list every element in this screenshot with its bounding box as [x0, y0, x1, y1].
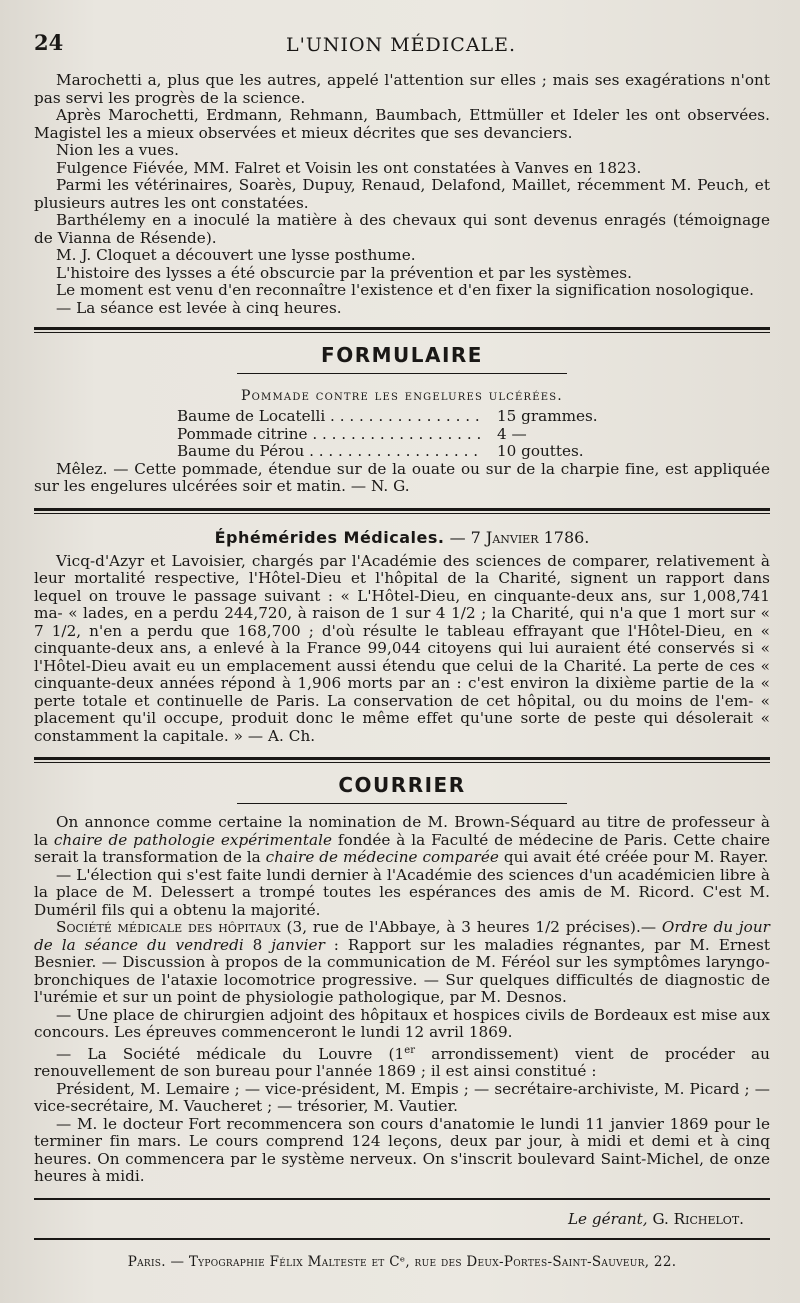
section-divider — [34, 327, 770, 333]
page-header — [34, 30, 770, 60]
ingredient-name: Baume de Locatelli . . . . . . . . . . . . . . . . — [177, 408, 480, 425]
heading-underline — [237, 373, 567, 374]
heading-underline — [237, 803, 567, 804]
paragraph: Marochetti a, plus que les autres, appelé l'attention sur elles ; mais ses exagérations n'ont pas servi les progrès de la science. — [34, 71, 770, 107]
paragraph: Nion les a vues. — [56, 141, 180, 159]
section-divider — [34, 757, 770, 763]
paragraph: — La séance est levée à cinq heures. — [56, 298, 342, 317]
formulaire-section — [34, 343, 770, 496]
paragraph: Société médicale des hôpitaux (3, rue de l'Abbaye, à 3 heures 1/2 précises).— Ordre du jour de la séance du vendredi 8 janvier : Rapport sur les maladies régnantes, par M. Ernest Besnier. — Discussion à propos de la communication de M. Féréol sur les symptômes laryngo-bronchiques de l'ataxie locomotrice progressive. — Sur quelques difficultés de diagnostic de l'urémie et sur un point de physiologie pathologique, par M. Desnos. — [34, 918, 771, 1006]
signature-name: G. Richelot. — [652, 1209, 744, 1228]
intro-section — [34, 72, 770, 317]
paragraph: — M. le docteur Fort recommencera son cours d'anatomie le lundi 11 janvier 1869 pour le terminer fin mars. Le cours comprend 124 leçons, deux par jour, à midi et demi et à cinq heures. On commencera par le système nerveux. On s'inscrit boulevard Saint-Michel, de onze heures à midi. — [34, 1114, 770, 1186]
ingredient-quantity: 15 grammes. — [497, 407, 598, 425]
paragraph: Barthélemy en a inoculé la matière à des chevaux qui sont devenus enragés (témoignage de Vianna de Résende). — [34, 211, 770, 247]
footer-divider — [34, 1198, 770, 1200]
page-number: 24 — [34, 30, 64, 55]
courrier-section — [34, 773, 770, 1186]
paragraph: Président, M. Lemaire ; — vice-président, M. Empis ; — secrétaire-archiviste, M. Picard ; — vice-secrétaire, M. Vaucheret ; — trésorier, M. Vautier. — [34, 1079, 770, 1116]
ingredient-list — [34, 408, 770, 461]
ingredient-row — [177, 426, 637, 444]
ingredient-quantity: 4 — — [497, 424, 527, 443]
paragraph: Parmi les vétérinaires, Soarès, Dupuy, Renaud, Delafond, Maillet, récemment M. Peuch, et plusieurs autres les ont constatées. — [34, 176, 770, 212]
paragraph: Le moment est venu d'en reconnaître l'existence et d'en fixer la signification nosologique. — [56, 281, 755, 299]
paragraph: — Une place de chirurgien adjoint des hôpitaux et hospices civils de Bordeaux est mise aux concours. Les épreuves commenceront le lundi 12 avril 1869. — [34, 1005, 770, 1041]
paragraph: Après Marochetti, Erdmann, Rehmann, Baumbach, Ettmüller et Ideler les ont observées. Magistel les a mieux observées et mieux décrites que ses devanciers. — [34, 106, 770, 142]
ingredient-row — [177, 408, 637, 426]
paragraph: L'histoire des lysses a été obscurcie par la prévention et par les systèmes. — [56, 263, 632, 282]
section-heading: FORMULAIRE — [321, 343, 483, 367]
ingredient-row — [177, 443, 637, 461]
section-divider — [34, 508, 770, 514]
paragraph: M. J. Cloquet a découvert une lysse posthume. — [56, 246, 416, 264]
paragraph: Fulgence Fiévée, MM. Falret et Voisin les ont constatées à Vanves en 1823. — [56, 158, 642, 177]
ephemerides-date: — 7 Janvier 1786. — [449, 527, 590, 547]
section-heading: COURRIER — [338, 773, 466, 797]
ephemerides-section — [34, 528, 770, 746]
recipe-title: Pommade contre les engelures ulcérées. — [241, 388, 563, 404]
ephemerides-title: Éphémérides Médicales. — [214, 527, 445, 547]
ephemerides-text: Vicq-d'Azyr et Lavoisier, chargés par l'Académie des sciences de comparer, relativement à leur mortalité respective, l'Hôtel-Dieu et l'hôpital de la Charité, signent un rapport dans lequel on trouve le passage suivant : « L'Hôtel-Dieu, en cinquante-deux ans, sur 1,008,741 ma- « lades, en a perdu 244,720, à raison de 1 sur 4 1/2 ; la Charité, qui n'a que 1 mort sur « 7 1/2, n'en a perdu que 168,700 ; d'où résulte le tableau effrayant que l'Hôtel-Dieu, en « cinquante-deux ans, a enlevé à la France 99,044 citoyens qui lui auraient été conservés si « l'Hôtel-Dieu avait eu un emplacement aussi étendu que celui de la Charité. La perte de ces « cinquante-deux années répond à 1,906 morts par an : c'est environ la dixième partie de la « perte totale et continuelle de Paris. La conservation de cet hôpital, ou du moins de l'em- « placement qu'il occupe, produit donc le même effet qu'une sorte de peste qui désolerait « constamment la capitale. » — A. Ch. — [34, 551, 770, 745]
paragraph: On annonce comme certaine la nomination de M. Brown-Séquard au titre de professeur à la chaire de pathologie expérimentale fondée à la Faculté de médecine de Paris. Cette chaire serait la transformation de la chaire de médecine comparée qui avait été créée pour M. Rayer. — [34, 813, 770, 866]
ephemerides-heading — [34, 528, 770, 547]
signature-label: Le gérant, — [567, 1209, 648, 1228]
paragraph: — La Société médicale du Louvre (1er arrondissement) vient de procéder au renouvellement de son bureau pour l'année 1869 ; il est ainsi constitué : — [34, 1044, 770, 1081]
journal-title: L'UNION MÉDICALE. — [286, 34, 517, 56]
paragraph: — L'élection qui s'est faite lundi dernier à l'Académie des sciences d'un académicien libre à la place de M. Delessert a trompé toutes les espérances des amis de M. Ricord. C'est M. Duméril fils qui a obtenu la majorité. — [34, 865, 770, 919]
ingredient-name: Baume du Pérou . . . . . . . . . . . . . . . . . . — [177, 443, 479, 460]
footer-divider — [34, 1238, 770, 1240]
ingredient-name: Pommade citrine . . . . . . . . . . . . . . . . . . — [177, 425, 482, 443]
recipe-instructions: Mêlez. — Cette pommade, étendue sur de la ouate ou sur de la charpie fine, est appliquée sur les engelures ulcérées soir et matin. — N. G. — [34, 459, 770, 495]
signature — [34, 1210, 770, 1228]
ingredient-quantity: 10 gouttes. — [497, 442, 584, 460]
printer-imprint: Paris. — Typographie Félix Malteste et Cᵉ, rue des Deux-Portes-Saint-Sauveur, 22. — [127, 1253, 677, 1270]
